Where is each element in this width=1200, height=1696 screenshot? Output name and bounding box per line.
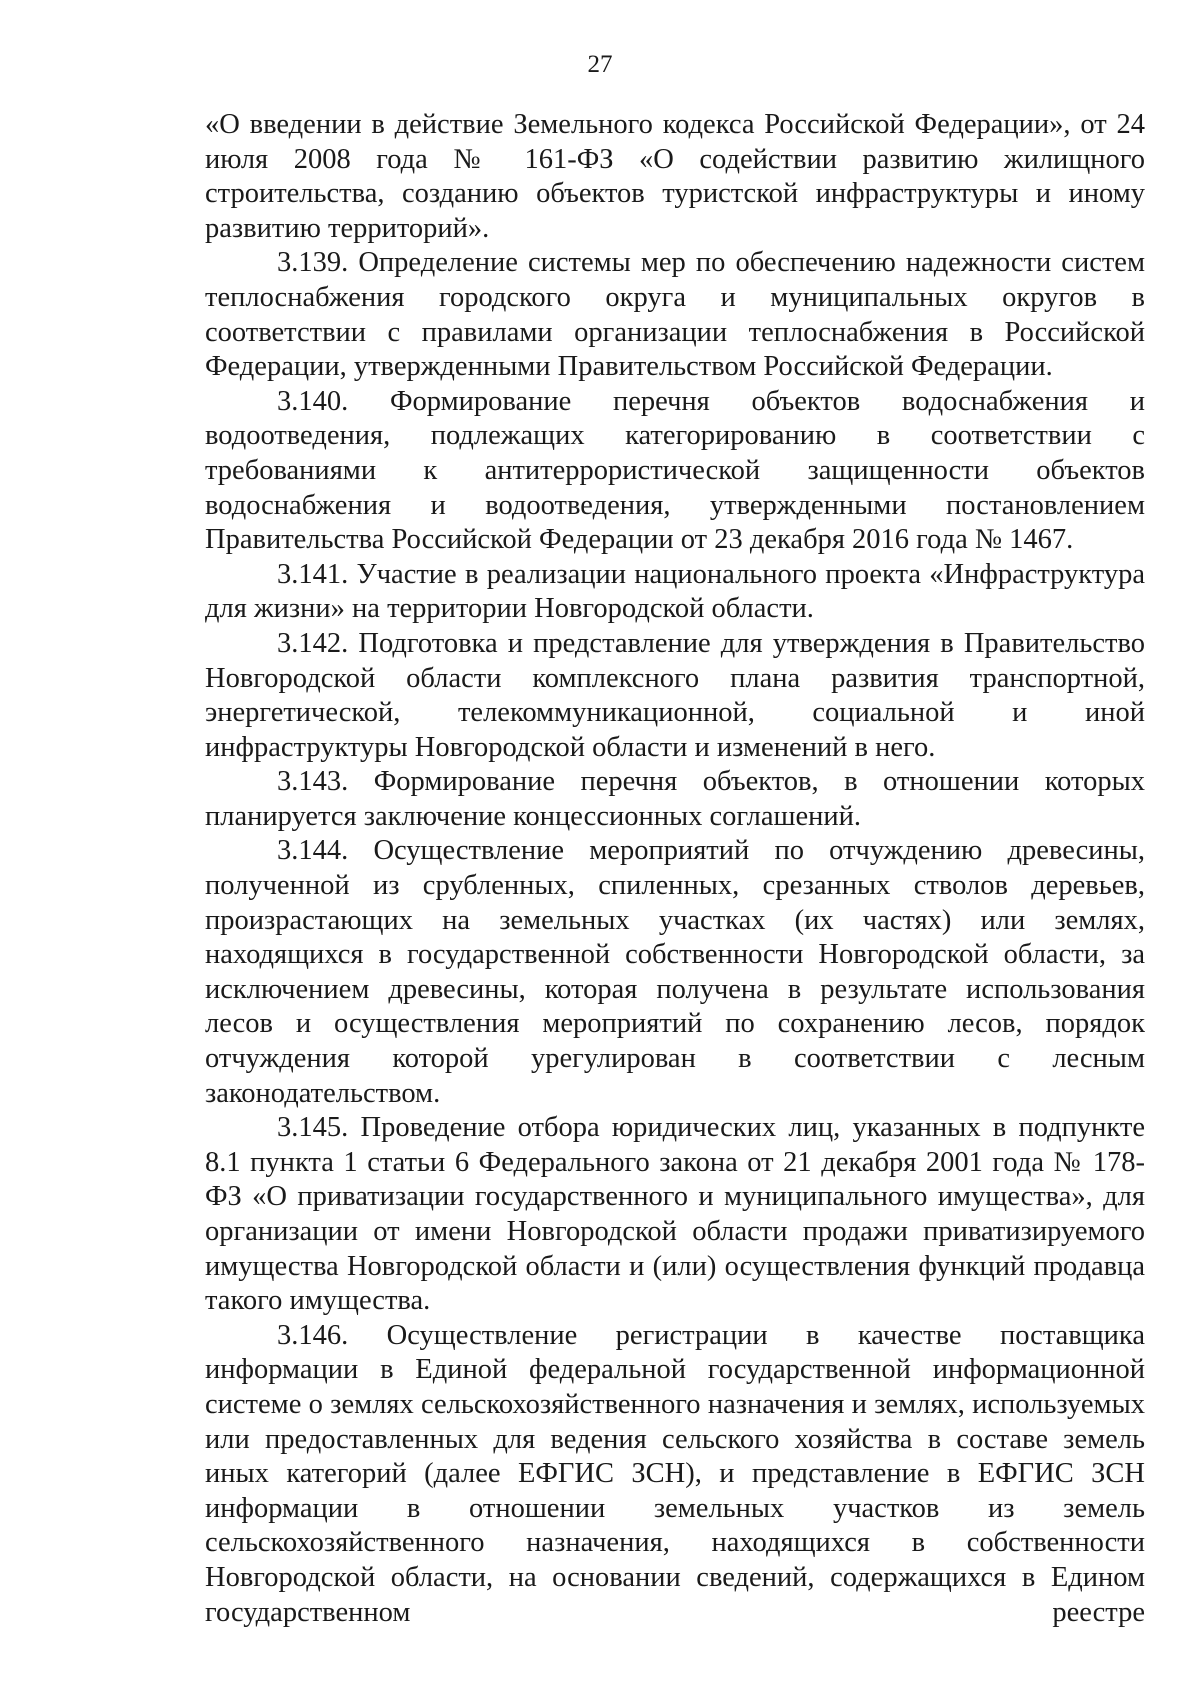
paragraph-continuation: «О введении в действие Земельного кодекса Российской Федерации», от 24 июля 2008 года № 161-ФЗ «О содействии развитию жилищного строительства, созданию объектов туристской инфраструктуры и иному развитию территорий». [205,109,1145,244]
paragraph-3-143: 3.143. Формирование перечня объектов, в отношении которых планируется заключение концессионных соглашений. [205,766,1145,832]
paragraph-3-139: 3.139. Определение системы мер по обеспечению надежности систем теплоснабжения городского округа и муниципальных округов в соответствии с правилами организации теплоснабжения в Российской Федерации, утвержденными Правительством Российской Федерации. [205,247,1145,383]
paragraph-3-141: 3.141. Участие в реализации национального проекта «Инфраструктура для жизни» на территории Новгородской области. [205,558,1145,625]
paragraph-3-145: 3.145. Проведение отбора юридических лиц, указанных в подпункте 8.1 пункта 1 статьи 6 Федерального закона от 21 декабря 2001 года № 178-ФЗ «О приватизации государственного и муниципального имущества», для организации от имени Новгородской области продажи приватизируемого имущества Новгородской области и (или) осуществления функций продавца такого имущества. [205,1112,1145,1317]
paragraph-3-142: 3.142. Подготовка и представление для утверждения в Правительство Новгородской области комплексного плана развития транспортной, энергетической, телекоммуникационной, социальной и иной инфраструктуры Новгородской области и изменений в него. [205,627,1145,763]
page-number: 27 [587,51,613,78]
paragraph-3-140: 3.140. Формирование перечня объектов водоснабжения и водоотведения, подлежащих категорированию в соответствии с требованиями к антитеррористической защищенности объектов водоснабжения и водоотведения, утвержденными постановлением Правительства Российской Федерации от 23 декабря 2016 года № 1467. [205,385,1145,556]
document-body [205,108,1145,1630]
paragraph-3-146: 3.146. Осуществление регистрации в качестве поставщика информации в Единой федеральной государственной информационной системе о землях сельскохозяйственного назначения и землях, используемых или предоставленных для ведения сельского хозяйства в составе земель иных категорий (далее ЕФГИС ЗСН), и представление в ЕФГИС ЗСН информации в отношении земельных участков из земель сельскохозяйственного назначения, находящихся в собственности Новгородской области, на основании сведений, содержащихся в Едином государственном реестре [205,1319,1145,1628]
paragraph-3-144: 3.144. Осуществление мероприятий по отчуждению древесины, полученной из срубленных, спиленных, срезанных стволов деревьев, произрастающих на земельных участках (их частях) или землях, находящихся в государственной собственности Новгородской области, за исключением древесины, которая получена в результате использования лесов и осуществления мероприятий по сохранению лесов, порядок отчуждения которой урегулирован в соответствии с лесным законодательством. [205,835,1145,1109]
